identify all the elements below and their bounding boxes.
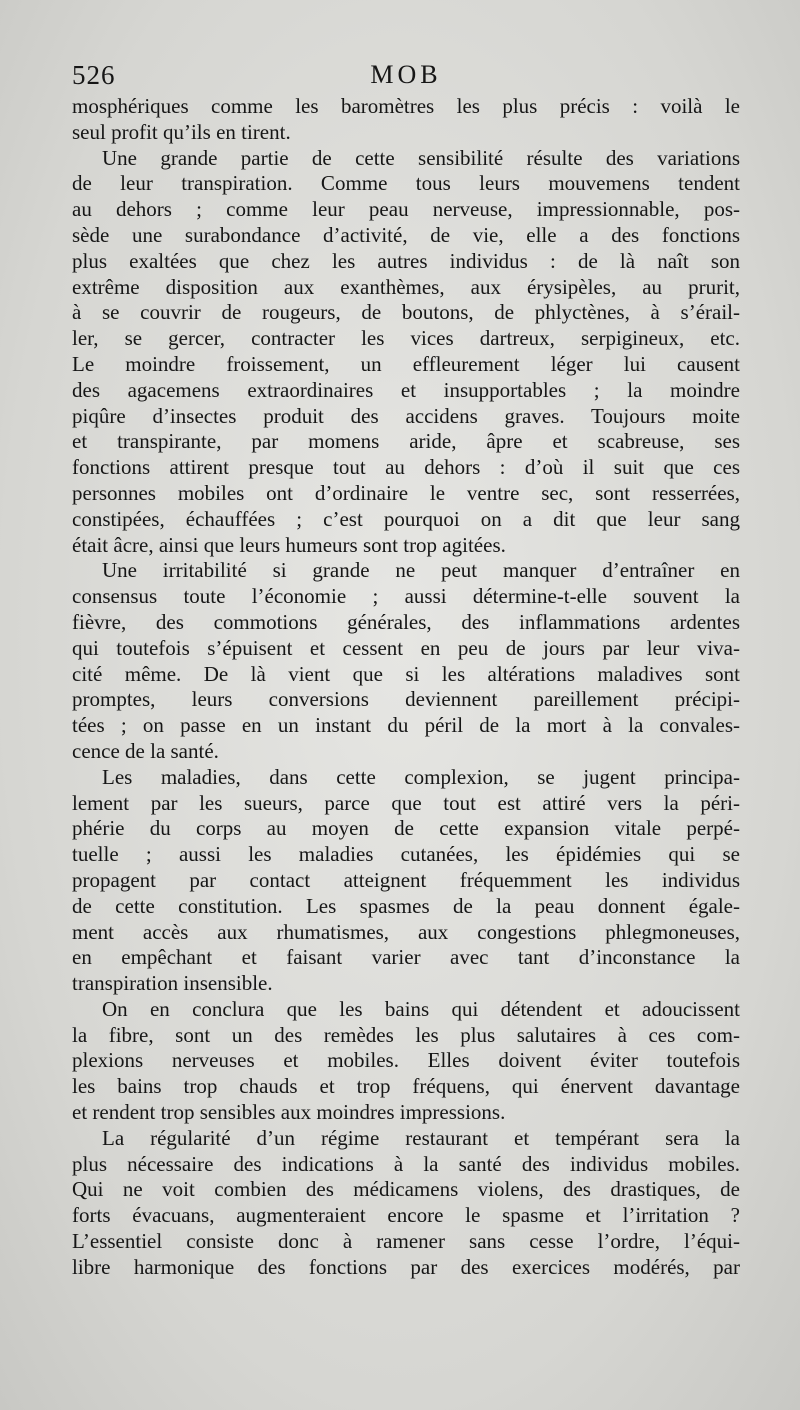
text-line: Le moindre froissement, un effleurement léger lui causent bbox=[72, 351, 740, 376]
text-line: en empêchant et faisant varier avec tant d’inconstance la bbox=[72, 945, 740, 970]
text-line: Une irritabilité si grande ne peut manquer d’entraîner en bbox=[102, 558, 740, 583]
text-line: tuelle ; aussi les maladies cutanées, les épidémies qui se bbox=[72, 842, 740, 867]
text-line: cité même. De là vient que si les altérations maladives sont bbox=[72, 661, 740, 686]
text-line: sède une surabondance d’activité, de vie, elle a des fonctions bbox=[72, 222, 740, 247]
text-line: Qui ne voit combien des médicamens violens, des drastiques, de bbox=[72, 1177, 740, 1202]
text-line: forts évacuans, augmenteraient encore le spasme et l’irritation ? bbox=[72, 1203, 740, 1228]
text-line: et transpirante, par momens aride, âpre et scabreuse, ses bbox=[72, 429, 740, 454]
text-line: La régularité d’un régime restaurant et tempérant sera la bbox=[102, 1125, 740, 1150]
text-line: tées ; on passe en un instant du péril de la mort à la convales- bbox=[72, 713, 740, 738]
text-line: propagent par contact atteignent fréquemment les individus bbox=[72, 867, 740, 892]
text-line: libre harmonique des fonctions par des exercices modérés, par bbox=[72, 1254, 740, 1279]
text-line: personnes mobiles ont d’ordinaire le ventre sec, sont resserrées, bbox=[72, 480, 740, 505]
text-line: plus exaltées que chez les autres individus : de là naît son bbox=[72, 248, 740, 273]
text-line: était âcre, ainsi que leurs humeurs sont trop agitées. bbox=[72, 532, 506, 557]
text-line: extrême disposition aux exanthèmes, aux érysipèles, au prurit, bbox=[72, 274, 740, 299]
text-line: piqûre d’insectes produit des accidens graves. Toujours moite bbox=[72, 403, 740, 428]
page-header bbox=[72, 60, 740, 94]
body-text bbox=[72, 94, 740, 1281]
text-line: cence de la santé. bbox=[72, 738, 219, 763]
text-line: plus nécessaire des indications à la santé des individus mobiles. bbox=[72, 1151, 740, 1176]
text-line: Les maladies, dans cette complexion, se jugent principa- bbox=[102, 764, 740, 789]
text-line: constipées, échauffées ; c’est pourquoi on a dit que leur sang bbox=[72, 506, 740, 531]
text-line: à se couvrir de rougeurs, de boutons, de phlyctènes, à s’érail- bbox=[72, 300, 740, 325]
text-line: promptes, leurs conversions deviennent pareillement précipi- bbox=[72, 687, 740, 712]
text-line: seul profit qu’ils en tirent. bbox=[72, 119, 291, 144]
text-line: mosphériques comme les baromètres les plus précis : voilà le bbox=[72, 94, 740, 118]
text-line: les bains trop chauds et trop fréquens, qui énervent davantage bbox=[72, 1074, 740, 1099]
text-line: consensus toute l’économie ; aussi détermine-t-elle souvent la bbox=[72, 584, 740, 609]
text-line: ment accès aux rhumatismes, aux congestions phlegmoneuses, bbox=[72, 919, 740, 944]
page-number: 526 bbox=[72, 60, 116, 90]
text-line: ler, se gercer, contracter les vices dartreux, serpigineux, etc. bbox=[72, 326, 740, 351]
text-line: plexions nerveuses et mobiles. Elles doivent éviter toutefois bbox=[72, 1048, 740, 1073]
text-line: fièvre, des commotions générales, des inflammations ardentes bbox=[72, 609, 740, 634]
text-line: fonctions attirent presque tout au dehors : d’où il suit que ces bbox=[72, 455, 740, 480]
text-line: de cette constitution. Les spasmes de la peau donnent égale- bbox=[72, 893, 740, 918]
text-line: On en conclura que les bains qui détendent et adoucissent bbox=[102, 996, 740, 1021]
text-line: L’essentiel consiste donc à ramener sans cesse l’ordre, l’équi- bbox=[72, 1229, 740, 1254]
text-line: phérie du corps au moyen de cette expansion vitale perpé- bbox=[72, 816, 740, 841]
text-line: et rendent trop sensibles aux moindres impressions. bbox=[72, 1100, 506, 1125]
text-line: qui toutefois s’épuisent et cessent en peu de jours par leur viva- bbox=[72, 635, 740, 660]
text-line: au dehors ; comme leur peau nerveuse, impressionnable, pos- bbox=[72, 197, 740, 222]
text-line: la fibre, sont un des remèdes les plus salutaires à ces com- bbox=[72, 1022, 740, 1047]
text-line: lement par les sueurs, parce que tout est attiré vers la péri- bbox=[72, 790, 740, 815]
text-line: Une grande partie de cette sensibilité résulte des variations bbox=[102, 145, 740, 170]
running-head: MOB bbox=[370, 60, 442, 89]
text-line: des agacemens extraordinaires et insupportables ; la moindre bbox=[72, 377, 740, 402]
text-line: transpiration insensible. bbox=[72, 971, 273, 996]
text-line: de leur transpiration. Comme tous leurs mouvemens tendent bbox=[72, 171, 740, 196]
